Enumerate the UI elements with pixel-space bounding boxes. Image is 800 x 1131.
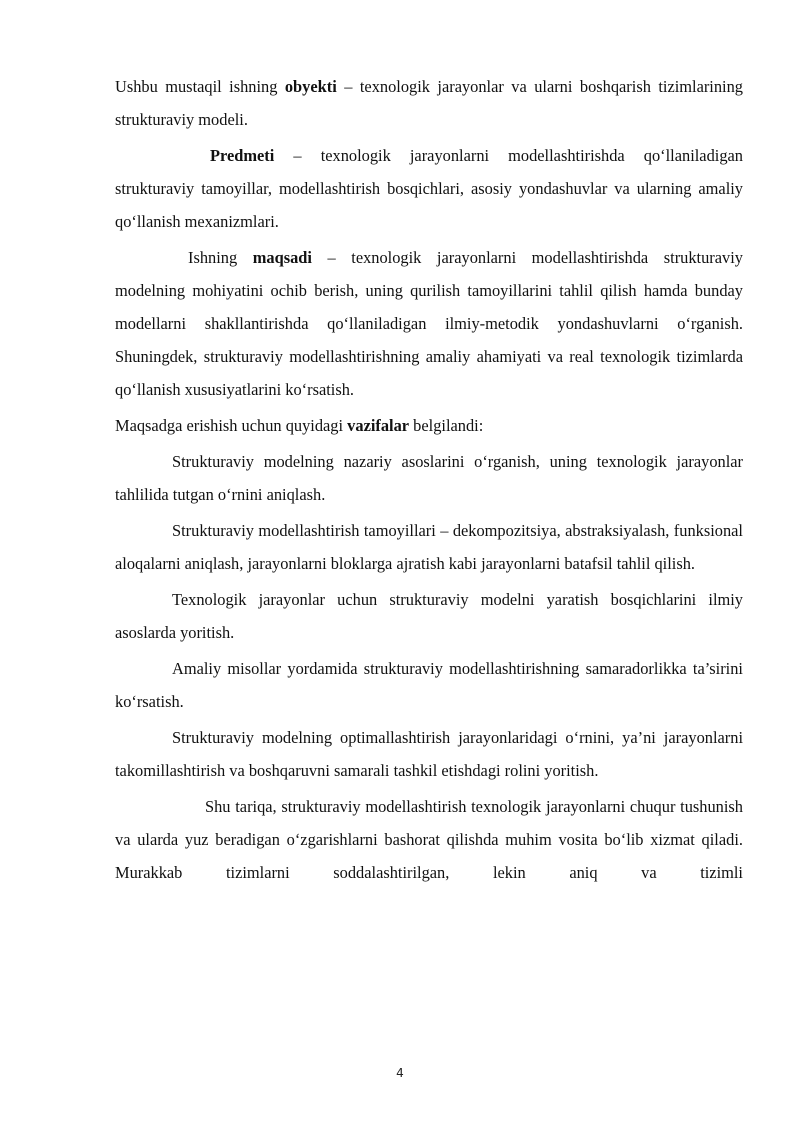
task-item-4: Amaliy misollar yordamida strukturaviy modellashtirishning samaradorlikka ta’sirini ko‘rsatish. — [115, 659, 743, 711]
tasks-intro-paragraph — [115, 409, 743, 442]
object-description: – texnologik jarayonlar va ularni boshqarish tizimlarining strukturaviy modeli. — [115, 77, 743, 129]
tasks-intro-end: belgilandi: — [409, 416, 484, 435]
task-item-5: Strukturaviy modelning optimallashtirish jarayonlaridagi o‘rnini, ya’ni jarayonlarni takomillashtirish va boshqaruvni samarali tashkil etishdagi rolini yoritish. — [115, 728, 743, 780]
tasks-keyword: vazifalar — [347, 416, 410, 435]
subject-keyword: Predmeti — [210, 146, 275, 165]
task-item-1: Strukturaviy modelning nazariy asoslarini o‘rganish, uning texnologik jarayonlar tahlilida tutgan o‘rnini aniqlash. — [115, 452, 743, 504]
subject-paragraph — [115, 139, 743, 238]
object-paragraph — [115, 70, 743, 136]
subject-description: – texnologik jarayonlarni modellashtirishda qo‘llaniladigan strukturaviy tamoyillar, modellashtirish bosqichlari, asosiy yondashuvlar va ularning amaliy qo‘llanish mexanizmlari. — [115, 146, 743, 231]
conclusion-paragraph: Shu tariqa, strukturaviy modellashtirish texnologik jarayonlarni chuqur tushunish va ularda yuz beradigan o‘zgarishlarni bashorat qilishda muhim vosita bo‘lib xizmat qiladi. Murakkab tizimlarni soddalashtirilgan, lekin aniq va tizimli — [115, 797, 743, 882]
goal-keyword: maqsadi — [252, 248, 312, 267]
document-page — [115, 70, 743, 892]
object-keyword: obyekti — [284, 77, 337, 96]
goal-description: – texnologik jarayonlarni modellashtirishda strukturaviy modelning mohiyatini ochib berish, uning qurilish tamoyillarini tahlil qilish hamda bunday modellarni shakllantirishda qo‘llaniladigan ilmiy-metodik yondashuvlarni o‘rganish. Shuningdek, strukturaviy modellashtirishning amaliy ahamiyati va real texnologik tizimlarda qo‘llanish xususiyatlarini ko‘rsatish. — [115, 248, 743, 399]
object-intro-text: Ushbu mustaqil ishning — [115, 77, 285, 96]
page-number: 4 — [396, 1066, 404, 1080]
goal-intro-text: Ishning — [188, 248, 253, 267]
goal-paragraph — [115, 241, 743, 406]
tasks-intro-text: Maqsadga erishish uchun quyidagi — [115, 416, 348, 435]
task-item-2: Strukturaviy modellashtirish tamoyillari – dekompozitsiya, abstraksiyalash, funksional aloqalarni aniqlash, jarayonlarni bloklarga ajratish kabi jarayonlarni batafsil tahlil qilish. — [115, 521, 743, 573]
task-item-3: Texnologik jarayonlar uchun strukturaviy modelni yaratish bosqichlarini ilmiy asoslarda yoritish. — [115, 590, 743, 642]
